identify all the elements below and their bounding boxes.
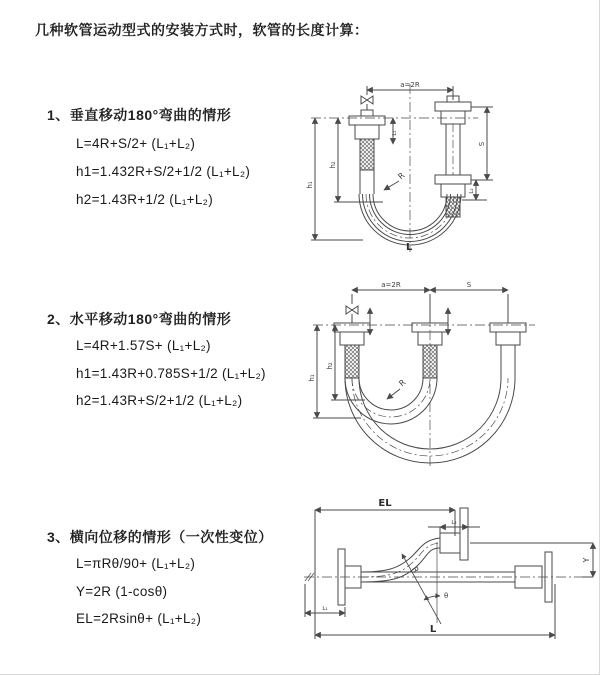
diagram-lateral-displacement [298,496,600,648]
formula-1-h2: h2=1.43R+1/2 (L₁+L₂) [76,192,214,207]
label-theta: θ [444,592,449,600]
diagram-vertical-180-bend [303,70,600,262]
diagram-horizontal-180-bend [303,278,600,473]
section-3-heading: 3、横向位移的情形（一次性变位） [47,529,273,545]
label-h2: h₂ [326,362,334,370]
label-y: Y [582,557,591,563]
label-l2: L₂ [469,188,475,194]
section-1-heading: 1、垂直移动180°弯曲的情形 [47,107,232,123]
dim-l1 [305,584,345,617]
formula-3-l: L=πRθ/90+ (L₁+L₂) [76,556,196,571]
braided-hose-section-middle [423,345,437,378]
radius-leader [384,181,399,190]
label-r: R [396,170,407,182]
dim-l2 [428,527,480,533]
label-a2r: a=2R [400,81,420,89]
hose-displaced-position [361,538,440,582]
label-l: L [406,242,413,253]
dim-h2 [334,118,383,202]
formula-2-h2: h2=1.43R+S/2+1/2 (L₁+L₂) [76,393,243,408]
hose-right-leg [501,345,515,378]
label-a2r: a=2R [381,281,401,289]
braided-hose-section-left [345,345,359,378]
braided-hose-section-left [360,139,374,194]
right-hose-fitting [490,323,526,345]
label-r: R [397,377,408,389]
formula-2-l: L=4R+1.57S+ (L₁+L₂) [76,338,211,353]
left-hose-fitting [349,110,385,139]
formula-3-el: EL=2Rsinθ+ (L₁+L₂) [76,611,202,626]
label-l1: L₁ [322,606,328,612]
top-flange [440,508,468,560]
label-s: S [466,281,472,289]
label-h1: h₁ [306,181,314,189]
formula-3-y: Y=2R (1-cosθ) [76,584,168,599]
dim-a2r [352,290,508,323]
valve-icon [346,306,358,323]
section-2-heading: 2、水平移动180°弯曲的情形 [47,311,232,327]
label-el: EL [378,498,392,509]
valve-icon [361,96,373,110]
label-h2: h₂ [329,161,337,169]
right-lower-fitting [435,175,471,197]
left-hose-fitting [334,323,370,345]
radius-leader [387,389,400,399]
label-l1: L₁ [392,130,398,136]
formula-1-h1: h1=1.432R+S/2+1/2 (L₁+L₂) [76,164,251,179]
right-upper-fitting [435,96,471,124]
label-l2: L₂ [451,520,457,526]
label-l: L [429,624,437,635]
dim-el [315,510,455,639]
radius-line [402,554,441,624]
page-title: 几种软管运动型式的安装方式时，软管的长度计算： [35,22,369,38]
label-r: R [409,565,421,575]
formula-1-l: L=4R+S/2+ (L₁+L₂) [76,136,196,151]
label-s: S [478,141,486,147]
formula-2-h1: h1=1.43R+0.785S+1/2 (L₁+L₂) [76,366,266,381]
label-h1: h₁ [308,374,316,382]
